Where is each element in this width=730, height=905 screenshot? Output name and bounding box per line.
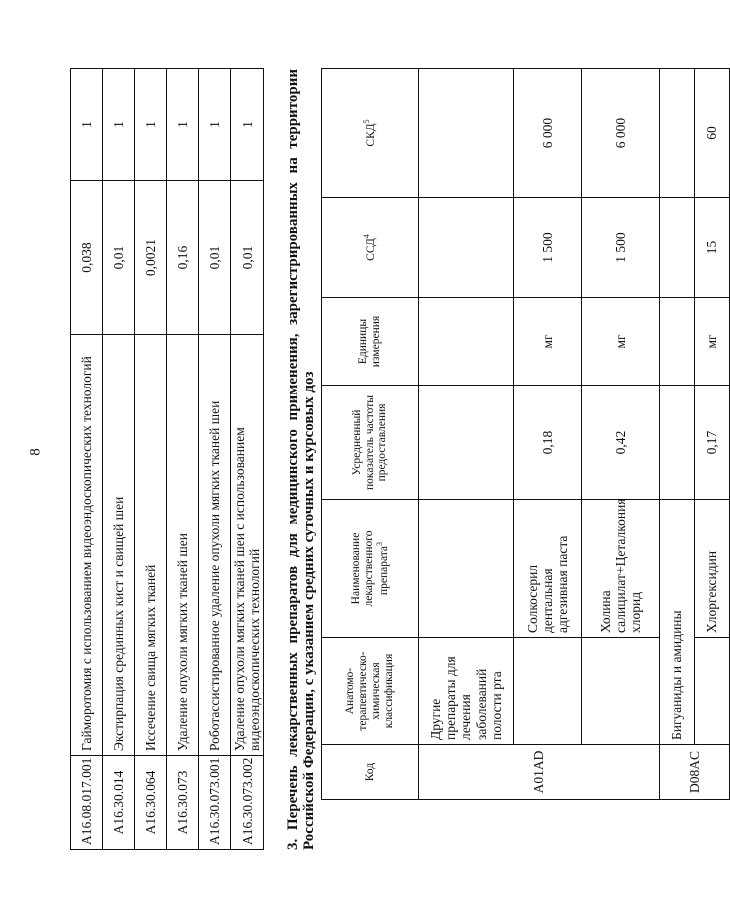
procedure-name: Роботассистированное удаление опухоли мягких тканей шеи <box>199 335 231 756</box>
drug-unit: мг <box>582 298 660 386</box>
header-unit: Единицы измерения <box>322 298 419 386</box>
table-row <box>231 69 264 850</box>
header-drug-name: Наименование лекарственного препарата$^3$ <box>322 500 419 638</box>
drug-table <box>321 68 730 800</box>
table-header-row <box>322 69 419 800</box>
procedure-frequency: 0,01 <box>103 181 135 335</box>
drug-ssd: 1 500 <box>514 198 582 298</box>
drug-skd: 6 000 <box>582 69 660 198</box>
procedure-multiplicity: 1 <box>167 69 199 181</box>
table-row <box>167 69 199 850</box>
drug-frequency: 0,18 <box>514 386 582 500</box>
header-code: Код <box>322 745 419 800</box>
procedure-code: A16.30.073.001 <box>199 756 231 850</box>
header-frequency: Усредненный показатель частоты предоставления <box>322 386 419 500</box>
table-row <box>103 69 135 850</box>
group-code: A01AD <box>419 745 660 800</box>
procedure-frequency: 0,0021 <box>135 181 167 335</box>
drug-unit: мг <box>514 298 582 386</box>
procedure-code: A16.30.073 <box>167 756 199 850</box>
drug-unit: мг <box>695 298 730 386</box>
procedure-name: Иссечение свища мягких тканей <box>135 335 167 756</box>
procedure-code: A16.30.064 <box>135 756 167 850</box>
drug-name: Хлоргексидин <box>695 500 730 638</box>
header-skd: СКД$^5$ <box>322 69 419 198</box>
table-row <box>660 69 695 800</box>
procedure-multiplicity: 1 <box>199 69 231 181</box>
table-row <box>199 69 231 850</box>
procedure-frequency: 0,16 <box>167 181 199 335</box>
procedure-name: Удаление опухоли мягких тканей шеи <box>167 335 199 756</box>
group-code: D08AC <box>660 745 730 800</box>
procedure-multiplicity: 1 <box>71 69 103 181</box>
procedure-multiplicity: 1 <box>103 69 135 181</box>
header-ssd: ССД$^4$ <box>322 198 419 298</box>
table-row <box>419 69 514 800</box>
procedure-multiplicity: 1 <box>231 69 264 181</box>
drug-ssd: 15 <box>695 198 730 298</box>
drug-skd: 6 000 <box>514 69 582 198</box>
procedure-code: A16.08.017.001 <box>71 756 103 850</box>
drug-name: Солкосерил дентальная адгезивная паста <box>514 500 582 638</box>
table-row <box>135 69 167 850</box>
table-row <box>695 69 730 800</box>
rotated-page-content <box>70 60 720 860</box>
procedure-name: Удаление опухоли мягких тканей шеи с использованием видеоэндоскопических технологий <box>231 335 264 756</box>
drug-name: Холина салицилат+Цеталкония хлорид <box>582 500 660 638</box>
drug-frequency: 0,42 <box>582 386 660 500</box>
procedure-name: Гайморотомия с использованием видеоэндоскопических технологий <box>71 335 103 756</box>
group-atc: Бигуаниды и амидины <box>660 500 695 745</box>
procedure-frequency: 0,038 <box>71 181 103 335</box>
procedure-code: A16.30.014 <box>103 756 135 850</box>
procedure-frequency: 0,01 <box>231 181 264 335</box>
procedure-code: A16.30.073.002 <box>231 756 264 850</box>
drug-ssd: 1 500 <box>582 198 660 298</box>
section-heading: 3. Перечень лекарственных препаратов для медицинского применения, зарегистрированных на территории Российской Федерации, с указанием средних суточных и курсовых доз <box>285 69 317 850</box>
procedure-name: Экстирпация срединных кист и свищей шеи <box>103 335 135 756</box>
header-atc: Анатомо-терапевтическо-химическая классификация <box>322 638 419 745</box>
procedure-multiplicity: 1 <box>135 69 167 181</box>
drug-skd: 60 <box>695 69 730 198</box>
procedures-table <box>70 68 264 850</box>
page-number: 8 <box>27 448 44 456</box>
procedure-frequency: 0,01 <box>199 181 231 335</box>
drug-frequency: 0,17 <box>695 386 730 500</box>
table-row <box>71 69 103 850</box>
table-row <box>514 69 582 800</box>
group-atc: Другие препараты для лечения заболеваний полости рта <box>419 638 514 745</box>
table-row <box>582 69 660 800</box>
